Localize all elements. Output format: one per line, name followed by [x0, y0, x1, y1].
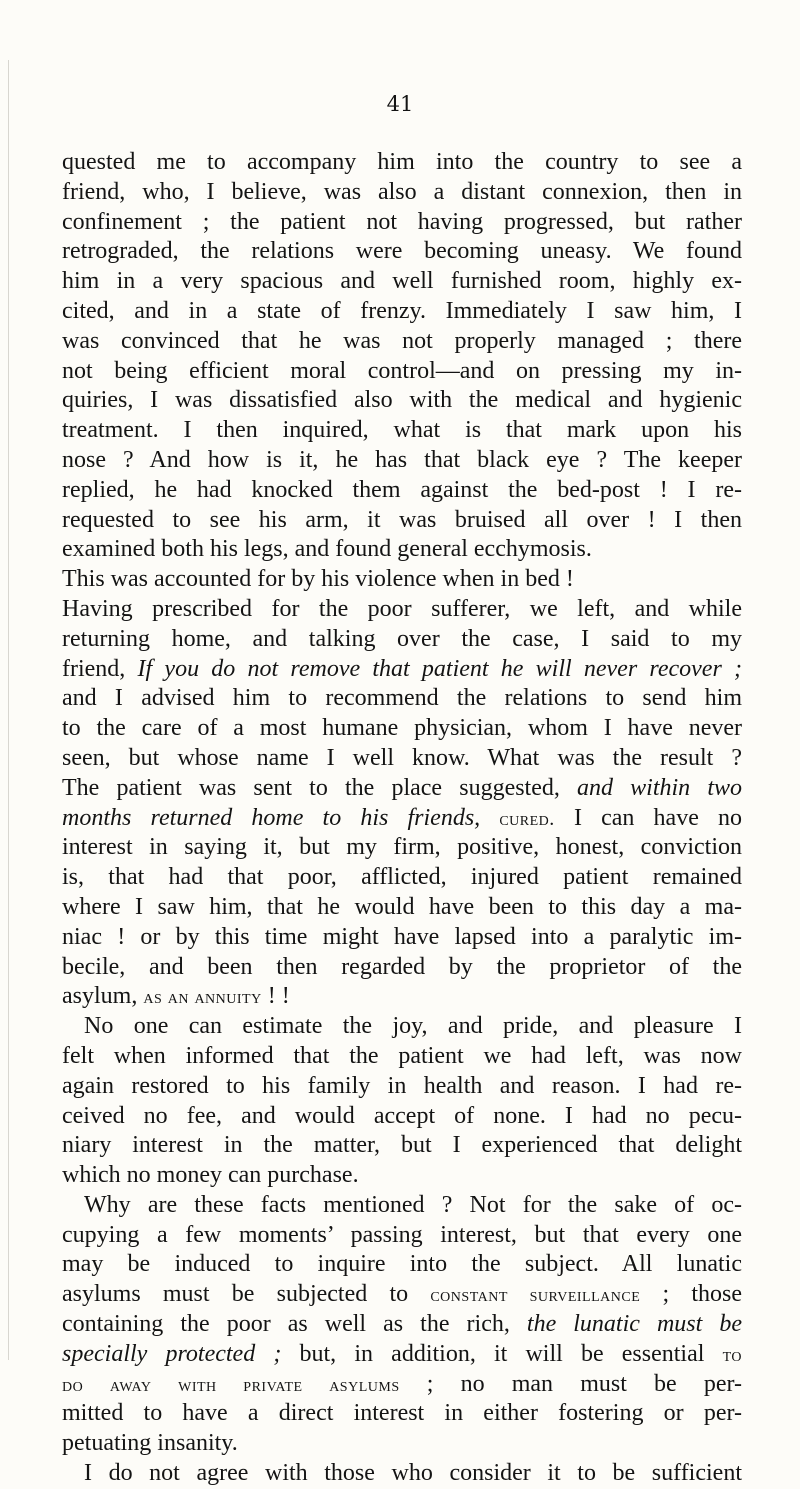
text-run: replied, he had knocked them against the bed-post ! I re-: [62, 476, 742, 503]
text-line: [62, 476, 742, 506]
text-run: asylums must be subjected to: [62, 1281, 431, 1308]
text-line: [62, 535, 742, 565]
text-run: retrograded, the relations were becoming uneasy. We found: [62, 238, 742, 265]
text-run: friend, who, I believe, was also a distant connexion, then in: [62, 178, 742, 205]
text-run: becile, and been then regarded by the proprietor of the: [62, 953, 742, 980]
text-line: [62, 297, 742, 327]
italic-text: and within two: [577, 774, 743, 801]
text-run: quiries, I was dissatisfied also with the medical and hygienic: [62, 387, 742, 414]
text-line: [62, 1221, 742, 1251]
text-line: [62, 148, 742, 178]
text-line: [62, 953, 742, 983]
text-run: him in a very spacious and well furnished room, highly ex-: [62, 268, 742, 295]
text-run: was convinced that he was not properly managed ; there: [62, 327, 742, 354]
text-run: This was accounted for by his violence when in bed !: [62, 566, 574, 593]
text-line: [62, 804, 742, 834]
text-run: requested to see his arm, it was bruised all over ! I then: [62, 506, 742, 533]
text-run: not being efficient moral control—and on pressing my in-: [62, 357, 742, 384]
text-line: [62, 1370, 742, 1400]
text-run: examined both his legs, and found general ecchymosis.: [62, 536, 592, 563]
text-line: [62, 1191, 742, 1221]
text-run: but, in addition, it will be essential: [281, 1340, 723, 1367]
text-line: [62, 1459, 742, 1489]
text-line: [62, 565, 742, 595]
text-line: [62, 386, 742, 416]
text-line: [62, 267, 742, 297]
text-line: [62, 714, 742, 744]
text-line: [62, 1102, 742, 1132]
text-run: ; those: [640, 1281, 743, 1308]
text-run: The patient was sent to the place suggested,: [62, 774, 578, 801]
text-run: Why are these facts mentioned ? Not for the sake of oc-: [84, 1191, 742, 1218]
text-run: cited, and in a state of frenzy. Immediately I saw him, I: [62, 297, 742, 324]
text-line: [62, 1280, 742, 1310]
text-line: [62, 1131, 742, 1161]
text-run: mitted to have a direct interest in either fostering or per-: [62, 1400, 742, 1427]
text-run: ceived no fee, and would accept of none. I had no pecu-: [62, 1102, 742, 1129]
italic-text: the lunatic must be: [526, 1311, 743, 1338]
text-line: [62, 1072, 742, 1102]
text-run: seen, but whose name I well know. What was the result ?: [62, 744, 742, 771]
text-line: [62, 923, 742, 953]
text-run: interest in saying it, but my firm, positive, honest, conviction: [62, 834, 742, 861]
text-run: ! !: [261, 983, 290, 1010]
text-line: [62, 833, 742, 863]
text-run: cupying a few moments’ passing interest, but that every one: [62, 1221, 742, 1248]
text-run: again restored to his family in health and reason. I had re-: [62, 1072, 742, 1099]
text-line: [62, 744, 742, 774]
text-run: I do not agree with those who consider it to be sufficient: [84, 1460, 742, 1487]
text-run: No one can estimate the joy, and pride, and pleasure I: [84, 1013, 742, 1040]
text-run: asylum,: [62, 983, 144, 1010]
text-run: confinement ; the patient not having progressed, but rather: [62, 208, 742, 235]
text-line: [62, 655, 742, 685]
text-run: Having prescribed for the poor sufferer, we left, and while: [62, 595, 742, 622]
text-line: [62, 446, 742, 476]
text-line: [62, 625, 742, 655]
text-run: quested me to accompany him into the country to see a: [62, 149, 742, 175]
text-line: [62, 208, 742, 238]
text-line: [62, 506, 742, 536]
text-line: [62, 1399, 742, 1429]
italic-text: If you do not remove that patient he will never recover ;: [137, 655, 742, 682]
text-run: I can have no: [554, 804, 742, 831]
small-caps-text: constant surveillance: [430, 1284, 641, 1307]
text-run: niac ! or by this time might have lapsed into a paralytic im-: [62, 923, 742, 950]
text-run: petuating insanity.: [62, 1430, 238, 1457]
text-line: [62, 774, 742, 804]
text-line: [62, 1310, 742, 1340]
text-run: to the care of a most humane physician, whom I have never: [62, 715, 742, 742]
italic-text: specially protected ;: [62, 1340, 282, 1367]
text-run: which no money can purchase.: [62, 1162, 359, 1189]
text-line: [62, 595, 742, 625]
text-run: niary interest in the matter, but I experienced that delight: [62, 1132, 742, 1159]
text-line: [62, 178, 742, 208]
text-line: [62, 1429, 742, 1459]
text-run: and I advised him to recommend the relations to send him: [62, 685, 742, 712]
text-line: [62, 863, 742, 893]
small-caps-text: do away with private asylums: [62, 1373, 400, 1396]
body-text: [62, 148, 742, 1489]
text-run: [480, 805, 499, 831]
text-run: where I saw him, that he would have been to this day a ma-: [62, 893, 742, 920]
small-caps-text: to: [722, 1343, 742, 1366]
text-line: [62, 237, 742, 267]
text-line: [62, 893, 742, 923]
text-line: [62, 982, 742, 1012]
text-run: friend,: [62, 655, 138, 682]
text-run: treatment. I then inquired, what is that mark upon his: [62, 417, 742, 444]
small-caps-text: cured.: [499, 807, 555, 830]
text-line: [62, 1340, 742, 1370]
text-run: ; no man must be per-: [399, 1370, 742, 1397]
italic-text: months returned home to his friends,: [62, 804, 481, 831]
page-number: 41: [386, 92, 414, 116]
text-line: [62, 357, 742, 387]
text-line: [62, 1042, 742, 1072]
text-run: returning home, and talking over the case, I said to my: [62, 625, 742, 652]
text-line: [62, 327, 742, 357]
text-run: may be induced to inquire into the subject. All lunatic: [62, 1251, 742, 1278]
text-line: [62, 1250, 742, 1280]
text-line: [62, 684, 742, 714]
text-run: nose ? And how is it, he has that black eye ? The keeper: [62, 446, 742, 473]
small-caps-text: as an annuity: [143, 986, 262, 1009]
text-run: containing the poor as well as the rich,: [62, 1311, 527, 1338]
text-line: [62, 1012, 742, 1042]
text-run: is, that had that poor, afflicted, injured patient remained: [62, 864, 742, 891]
text-line: [62, 1161, 742, 1191]
text-line: [62, 416, 742, 446]
page-binding-edge: [8, 60, 9, 1360]
text-run: felt when informed that the patient we had left, was now: [62, 1042, 742, 1069]
